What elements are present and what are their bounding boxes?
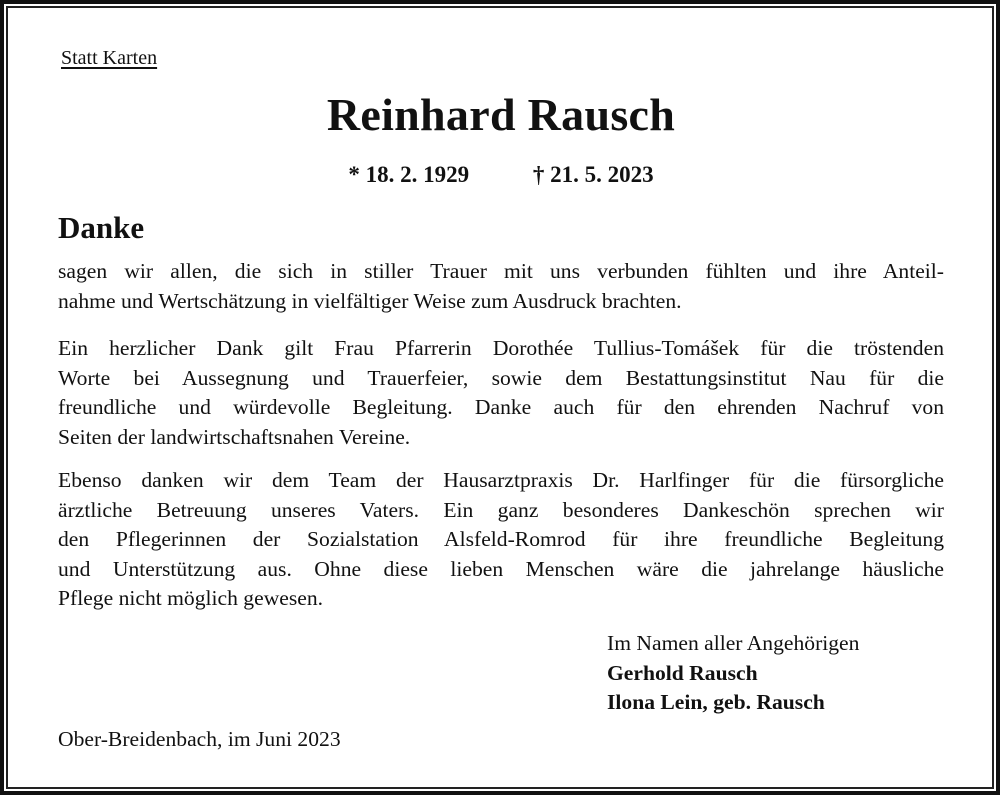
paragraph-line: Seiten der landwirtschaftsnahen Vereine.: [58, 424, 411, 449]
header-label: Statt Karten: [61, 47, 158, 69]
paragraph-1: [58, 257, 944, 316]
paragraph-line: sagen wir allen, die sich in stiller Trauer mit uns verbunden fühlten und ihre Anteil-: [58, 259, 944, 283]
life-dates: [58, 162, 944, 188]
death-date: † 21. 5. 2023: [532, 162, 654, 187]
signature-intro: Im Namen aller Angehörigen: [607, 631, 860, 655]
signature-block: [607, 629, 859, 718]
heading-danke: Danke: [58, 210, 145, 245]
paragraph-line: freundliche und würdevolle Begleitung. Danke auch für den ehrenden Nachruf von: [58, 395, 944, 419]
paragraph-line: Ein herzlicher Dank gilt Frau Pfarrerin Dorothée Tullius-Tomášek für die tröstenden: [58, 336, 944, 360]
paragraph-3: [58, 466, 944, 614]
obituary-thanks-notice: [58, 0, 944, 795]
paragraph-line: nahme und Wertschätzung in vielfältiger Weise zum Ausdruck brachten.: [58, 288, 682, 313]
paragraph-line: Pflege nicht möglich gewesen.: [58, 586, 324, 610]
paragraph-line: den Pflegerinnen der Sozialstation Alsfeld-Romrod für ihre freundliche Begleitung: [58, 527, 944, 551]
paragraph-line: ärztliche Betreuung unseres Vaters. Ein ganz besonderes Dankeschön sprechen wir: [58, 497, 944, 522]
signatory-name: Ilona Lein, geb. Rausch: [607, 690, 825, 714]
signatory-name: Gerhold Rausch: [607, 660, 758, 685]
deceased-name: Reinhard Rausch: [326, 89, 676, 140]
paragraph-line: und Unterstützung aus. Ohne diese lieben Menschen wäre die jahrelange häusliche: [58, 556, 944, 581]
birth-date: * 18. 2. 1929: [348, 162, 470, 187]
paragraph-line: Worte bei Aussegnung und Trauerfeier, sowie dem Bestattungsinstitut Nau für die: [58, 365, 944, 390]
place-and-date: Ober-Breidenbach, im Juni 2023: [58, 727, 341, 751]
paragraph-2: [58, 334, 944, 452]
paragraph-line: Ebenso danken wir dem Team der Hausarztpraxis Dr. Harlfinger für die fürsorgliche: [58, 468, 944, 492]
